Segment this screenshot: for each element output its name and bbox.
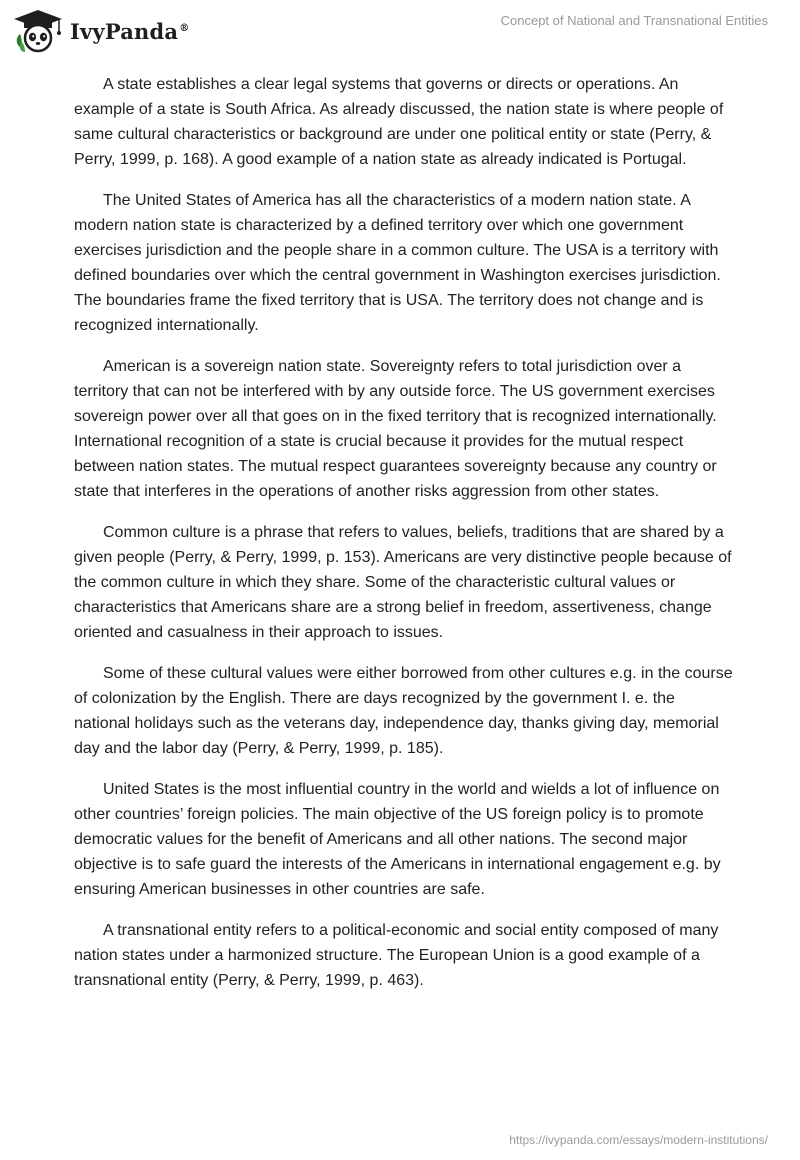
paragraph: American is a sovereign nation state. Sovereignty refers to total jurisdiction over a territory that can not be interfered with by any outside force. The US government exercises sovereign power over all that goes on in the fixed territory that is recognized internationally. International recognition of a state is crucial because it provides for the mutual respect between nation states. The mutual respect guarantees sovereignty because any country or state that interferes in the operations of another risks aggression from other states. xyxy=(74,358,717,500)
document-title: Concept of National and Transnational Entities xyxy=(500,13,768,28)
paragraph: The United States of America has all the characteristics of a modern nation state. A modern nation state is characterized by a defined territory over which one government exercises jurisdiction and the people share in a common culture. The USA is a territory with defined boundaries over which the central government in Washington exercises jurisdiction. The boundaries frame the fixed territory that is USA. The territory does not change and is recognized internationally. xyxy=(74,192,721,334)
essay-body xyxy=(74,72,734,1009)
brand-text: IvyPanda xyxy=(70,18,179,44)
paragraph: A state establishes a clear legal systems that governs or directs or operations. An example of a state is South Africa. As already discussed, the nation state is where people of same cultural characteristics or background are under one political entity or state (Perry, & Perry, 1999, p. 168). A good example of a nation state as already indicated is Portugal. xyxy=(74,76,724,168)
source-url[interactable]: https://ivypanda.com/essays/modern-institutions/ xyxy=(509,1133,768,1147)
panda-graduation-cap-icon xyxy=(12,8,64,54)
trademark-symbol: ® xyxy=(179,22,190,34)
brand-name xyxy=(70,19,189,44)
paragraph: United States is the most influential country in the world and wields a lot of influence on other countries’ foreign policies. The main objective of the US foreign policy is to promote democratic values for the benefit of Americans and all other nations. The second major objective is to safe guard the interests of the Americans in international engagement e.g. by ensuring American businesses in other countries are safe. xyxy=(74,781,721,898)
page-header xyxy=(0,0,800,62)
logo[interactable] xyxy=(12,8,189,54)
paragraph: Common culture is a phrase that refers to values, beliefs, traditions that are shared by a given people (Perry, & Perry, 1999, p. 153). Americans are very distinctive people because of the common culture in which they share. Some of the characteristic cultural values or characteristics that Americans share are a strong belief in freedom, assertiveness, change oriented and casualness in their approach to issues. xyxy=(74,524,732,641)
paragraph: Some of these cultural values were either borrowed from other cultures e.g. in the course of colonization by the English. There are days recognized by the government I. e. the national holidays such as the veterans day, independence day, thanks giving day, memorial day and the labor day (Perry, & Perry, 1999, p. 185). xyxy=(74,665,733,757)
paragraph: A transnational entity refers to a political-economic and social entity composed of many nation states under a harmonized structure. The European Union is a good example of a transnational entity (Perry, & Perry, 1999, p. 463). xyxy=(74,922,719,989)
